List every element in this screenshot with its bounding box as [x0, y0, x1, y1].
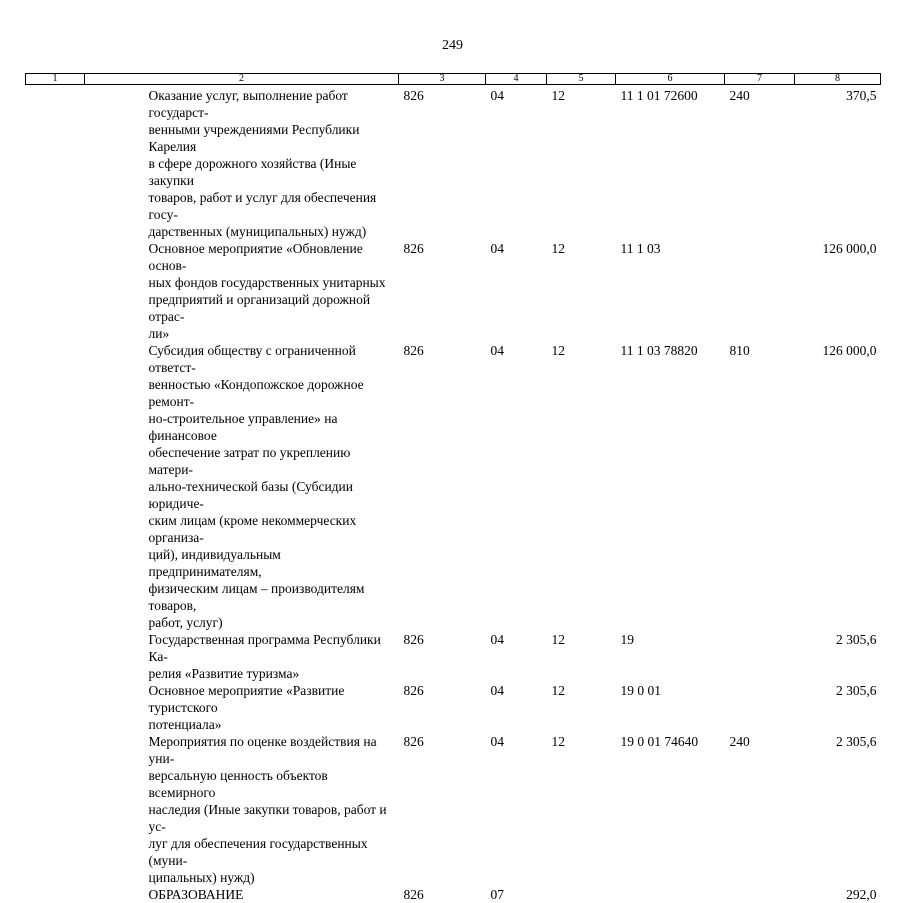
amount: 2 305,6: [836, 632, 877, 647]
section-code: 07: [490, 887, 504, 902]
subsection-code: 12: [551, 343, 565, 358]
column-header-5: 5: [547, 74, 616, 85]
subsection-code: 12: [551, 88, 565, 103]
target-article-code: [616, 886, 725, 903]
section-code: 04: [490, 241, 504, 256]
column-header-3: 3: [399, 74, 486, 85]
ministry-code: 826: [403, 241, 424, 256]
item-name: Субсидия обществу с ограниченной ответст- венностью «Кондопожское дорожное ремонт- но-строительное управление» на финансовое обеспечение затрат по укреплению матери- ально-технической базы (Субсидии юридиче- ским лицам (кроме некоммерческих организа- ций), индивидуальным предпринимателям, физическим лицам – производителям товаров, работ, услуг): [148, 343, 365, 630]
expense-type-code: 240: [729, 88, 750, 103]
row-number-cell: [26, 682, 85, 733]
row-number-cell: [26, 886, 85, 903]
table-row: [26, 240, 881, 342]
column-header-7: 7: [725, 74, 795, 85]
section-code: 04: [490, 343, 504, 358]
target-article-code: 19 0 01: [620, 683, 661, 698]
ministry-code: 826: [403, 88, 424, 103]
section-code: 04: [490, 683, 504, 698]
subsection-code: 12: [551, 734, 565, 749]
row-number-cell: [26, 85, 85, 241]
target-article-code: 11 1 01 72600: [620, 88, 698, 103]
item-name: Государственная программа Республики Ка- релия «Развитие туризма»: [148, 632, 381, 681]
amount: 126 000,0: [822, 241, 877, 256]
page-number: 249: [442, 38, 463, 53]
target-article-code: 11 1 03 78820: [620, 343, 698, 358]
row-number-cell: [26, 240, 85, 342]
expense-type-code: [725, 886, 795, 903]
amount: 292,0: [846, 887, 877, 902]
ministry-code: 826: [403, 343, 424, 358]
row-number-cell: [26, 733, 85, 886]
item-name: Мероприятия по оценке воздействия на уни- версальную ценность объектов всемирного наследия (Иные закупки товаров, работ и ус- луг для обеспечения государственных (муни- ципальных) нужд): [148, 734, 387, 885]
ministry-code: 826: [403, 734, 424, 749]
row-number-cell: [26, 342, 85, 631]
expense-type-code: [725, 682, 795, 733]
target-article-code: 11 1 03: [620, 241, 661, 256]
item-name: Основное мероприятие «Развитие туристского потенциала»: [148, 683, 345, 732]
expense-type-code: 240: [729, 734, 750, 749]
subsection-code: 12: [551, 241, 565, 256]
table-row: [26, 682, 881, 733]
amount: 126 000,0: [822, 343, 877, 358]
ministry-code: 826: [403, 632, 424, 647]
section-code: 04: [490, 632, 504, 647]
subsection-code: [547, 886, 616, 903]
column-header-8: 8: [795, 74, 881, 85]
table-row: [26, 342, 881, 631]
ministry-code: 826: [403, 887, 424, 902]
ministry-code: 826: [403, 683, 424, 698]
row-number-cell: [26, 631, 85, 682]
subsection-code: 12: [551, 632, 565, 647]
column-header-2: 2: [85, 74, 399, 85]
amount: 2 305,6: [836, 683, 877, 698]
column-header-4: 4: [486, 74, 547, 85]
table-row: [26, 85, 881, 241]
table-row: [26, 631, 881, 682]
expense-type-code: [725, 631, 795, 682]
expense-type-code: [725, 240, 795, 342]
table-row: [26, 733, 881, 886]
amount: 2 305,6: [836, 734, 877, 749]
section-code: 04: [490, 734, 504, 749]
item-name: Оказание услуг, выполнение работ государст- венными учреждениями Республики Карелия в сфере дорожного хозяйства (Иные закупки товаров, работ и услуг для обеспечения госу- дарственных (муниципальных) нужд): [148, 88, 377, 239]
budget-table: [25, 73, 881, 903]
column-header-1: 1: [26, 74, 85, 85]
table-row: [26, 886, 881, 903]
column-number-row: [26, 74, 881, 85]
column-header-6: 6: [616, 74, 725, 85]
target-article-code: 19 0 01 74640: [620, 734, 699, 749]
target-article-code: 19: [620, 632, 634, 647]
item-name: Основное мероприятие «Обновление основ- ных фондов государственных унитарных предприятий и организаций дорожной отрас- ли»: [148, 241, 386, 341]
section-code: 04: [490, 88, 504, 103]
item-name: ОБРАЗОВАНИЕ: [148, 887, 244, 902]
subsection-code: 12: [551, 683, 565, 698]
expense-type-code: 810: [729, 343, 750, 358]
amount: 370,5: [846, 88, 877, 103]
